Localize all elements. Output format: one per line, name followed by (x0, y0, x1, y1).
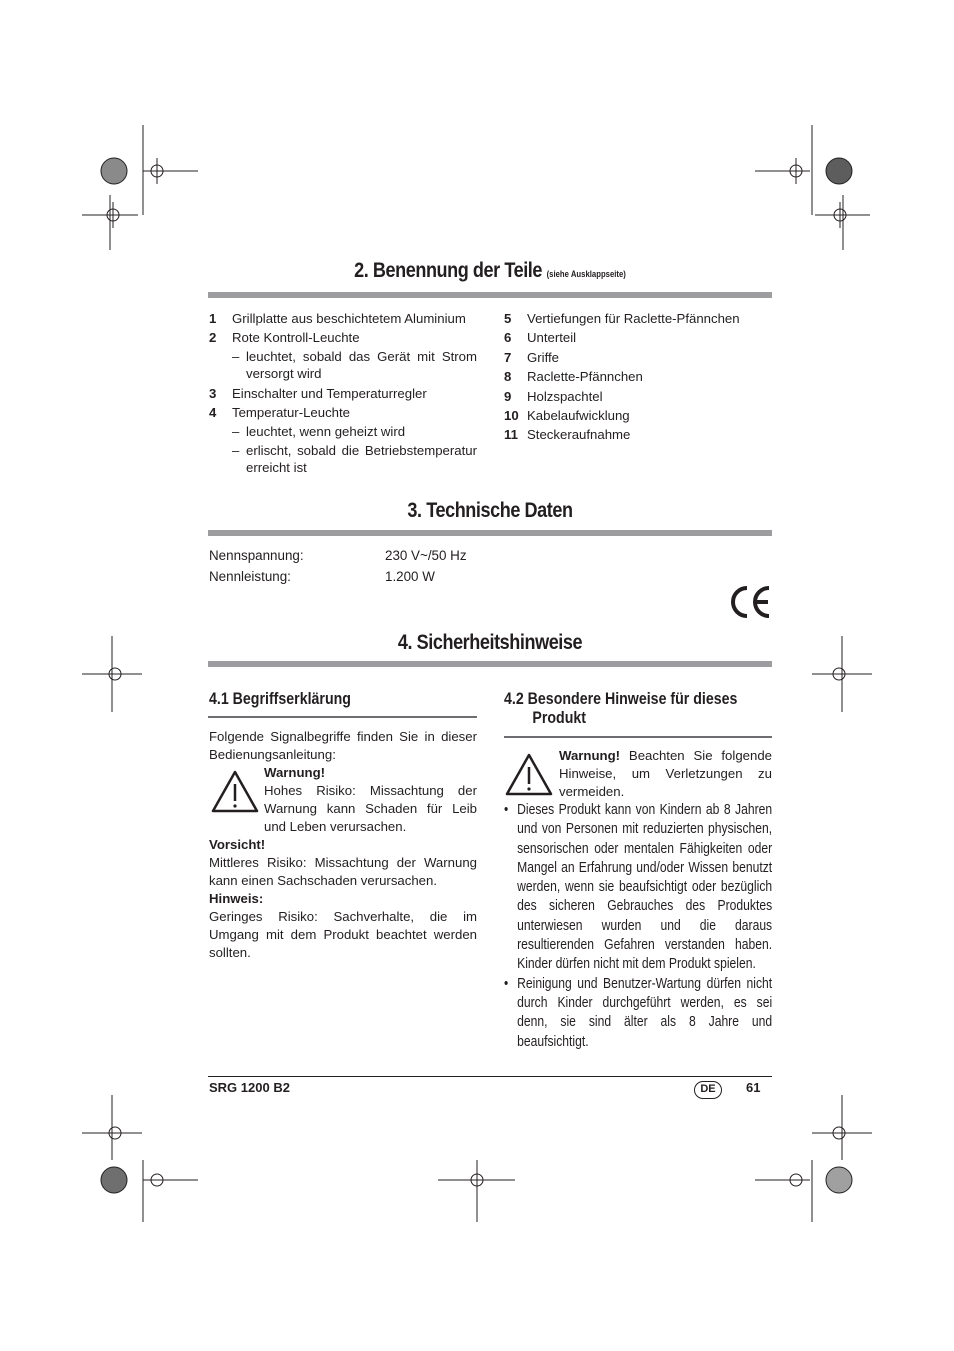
part-sub-text: leuchtet, sobald das Gerät mit Strom versorgt wird (246, 348, 477, 381)
spec-value: 1.200 W (385, 569, 435, 584)
part-label: Grillplatte aus beschichtetem Aluminium (232, 311, 466, 326)
subsection-4-2-title (504, 690, 737, 728)
spec-label: Nennspannung: (209, 548, 304, 563)
part-label: Vertiefungen für Raclette-Pfännchen (527, 311, 740, 326)
part-sub-text: leuchtet, wenn geheizt wird (246, 423, 406, 439)
note-label: Hinweis: (209, 891, 264, 906)
part-label: Steckeraufnahme (527, 427, 631, 443)
part-item (504, 348, 772, 367)
part-number: 3 (209, 385, 217, 401)
part-label: Griffe (527, 349, 560, 365)
part-sub-item: – erlischt, sobald die Betriebstemperatur erreicht ist (232, 442, 477, 475)
part-item (504, 309, 772, 328)
warning-label: Warnung! (559, 748, 621, 763)
warning-text: Hohes Risiko: Missachtung der Warnung kann Schaden für Leib und Leben verursachen. (264, 783, 477, 834)
bullet-text: Reinigung und Benutzer-Wartung dürfen nicht durch Kinder durchgeführt werden, es sei denn, sie sind älter als 8 Jahre und beaufsichtigt. (517, 975, 773, 1050)
spec-value: 230 V~/50 Hz (385, 548, 467, 563)
spec-row (209, 545, 467, 566)
special-warning (559, 747, 772, 801)
part-label: Temperatur-Leuchte (232, 405, 351, 421)
section-4-bar (208, 661, 772, 667)
part-label: Kabelaufwicklung (527, 408, 630, 424)
part-number: 6 (504, 330, 512, 346)
part-number: 9 (504, 388, 512, 404)
section-3-bar (208, 530, 772, 536)
part-label: Einschalter und Temperaturregler (232, 385, 427, 401)
part-sub-text: erlischt, sobald die Betriebstemperatur erreicht ist (246, 442, 477, 475)
note-definition (209, 890, 477, 962)
part-label: Holzspachtel (527, 388, 603, 404)
note-text: Geringes Risiko: Sachverhalte, die im Umgang mit dem Produkt beachtet werden sollten. (209, 909, 477, 960)
ce-mark-icon (727, 584, 773, 620)
subsection-4-2-rule (504, 736, 772, 738)
warning-text: Beachten Sie folgende Hinweise, um Verletzungen zu vermeiden. (559, 748, 772, 799)
footer-rule (208, 1076, 772, 1077)
part-number: 11 (504, 427, 518, 443)
spec-label: Nennleistung: (209, 569, 291, 584)
bullet-text: Dieses Produkt kann von Kindern ab 8 Jahren und von Personen mit reduzierten physischen, sensorischen oder mentalen Fähigkeiten oder Mangel an Erfahrung und/oder Wissen benutzt werden, wenn sie beaufsichtigt oder bezüglich des sicheren Gebrauches des Produktes unterwiesen wurden und die daraus resultierenden Gefahren verstanden haben. Kinder dürfen nicht mit dem Produkt spielen. (517, 802, 773, 973)
warning-label: Warnung! (264, 765, 326, 780)
warning-triangle-icon (210, 769, 260, 814)
part-label: Rote Kontroll-Leuchte (232, 330, 360, 346)
intro-text: Folgende Signalbegriffe finden Sie in dieser Bedienungsanleitung: (209, 729, 477, 762)
part-sub-item: – leuchtet, wenn geheizt wird (209, 423, 477, 440)
part-item (504, 367, 772, 386)
list-item: • Reinigung und Benutzer-Wartung dürfen nicht durch Kinder durchgeführt werden, es sei denn, sie sind älter als 8 Jahre und beaufsichtigt. (504, 975, 772, 1052)
part-item (209, 328, 477, 347)
part-item (504, 425, 772, 444)
part-number: 4 (209, 405, 217, 421)
subsection-4-1-title: 4.1 Begriffserklärung (209, 690, 351, 708)
section-3-heading: 3. Technische Daten (407, 499, 573, 522)
part-number: 8 (504, 369, 512, 385)
part-number: 1 (209, 311, 217, 326)
part-number: 7 (504, 349, 512, 365)
part-item (209, 309, 477, 328)
safety-bullet-list (504, 801, 772, 1052)
part-item (504, 328, 772, 347)
spec-row (209, 566, 435, 587)
page-number: 61 (746, 1080, 761, 1095)
subsection-4-2-title-line: Produkt (532, 709, 586, 727)
caution-definition (209, 836, 477, 890)
parts-list-left (209, 309, 477, 478)
part-label: Unterteil (527, 330, 577, 346)
warning-triangle-icon (504, 752, 554, 797)
part-sub-item: – leuchtet, sobald das Gerät mit Strom versorgt wird (232, 348, 477, 381)
section-4-heading: 4. Sicherheitshinweise (397, 631, 583, 654)
part-number: 2 (209, 330, 217, 346)
language-badge: DE (694, 1081, 722, 1099)
section-2-note: (siehe Ausklappseite) (546, 269, 626, 279)
part-item (504, 387, 772, 406)
part-item (209, 384, 477, 403)
parts-list-right (504, 309, 772, 445)
section-2-bar (208, 292, 772, 298)
list-item: • Dieses Produkt kann von Kindern ab 8 Jahren und von Personen mit reduzierten physischen, sensorischen oder mentalen Fähigkeiten oder Mangel an Erfahrung und/oder Wissen benutzt werden, wenn sie beaufsichtigt oder bezüglich des sicheren Gebrauches des Produktes unterwiesen wurden und die daraus resultierenden Gefahren verstanden haben. Kinder dürfen nicht mit dem Produkt spielen. (504, 801, 772, 975)
subsection-4-1-rule (208, 716, 477, 718)
section-2-heading (247, 259, 732, 283)
part-number: 10 (504, 408, 519, 424)
subsection-4-2-title-line: 4.2 Besondere Hinweise für dieses (504, 690, 738, 708)
warning-definition (264, 764, 477, 836)
footer-model: SRG 1200 B2 (209, 1080, 290, 1095)
part-item (209, 403, 477, 422)
section-2-title: 2. Benennung der Teile (354, 259, 543, 282)
part-item (504, 406, 772, 425)
caution-text: Mittleres Risiko: Missachtung der Warnung kann einen Sachschaden verursachen. (209, 855, 477, 888)
part-number: 5 (504, 311, 512, 326)
caution-label: Vorsicht! (209, 837, 266, 852)
part-label: Raclette-Pfännchen (527, 369, 643, 385)
